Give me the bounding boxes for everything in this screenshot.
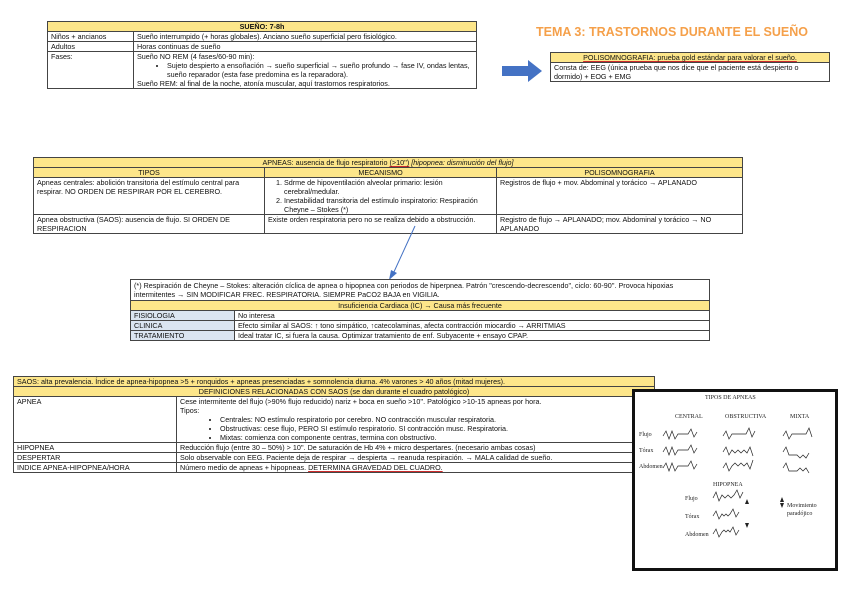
- saos-value-apnea: [177, 397, 655, 443]
- apnea-figure: [632, 389, 838, 571]
- saos-value-despertar: Solo observable con EEG. Paciente deja de respirar → despierta → reanuda respiración. → MALA calidad de sueño.: [177, 453, 655, 463]
- ic-value-fisiologia: No interesa: [235, 311, 710, 321]
- sueno-label-fases: Fases:: [48, 52, 134, 89]
- figure-row-torax: Tórax: [639, 448, 654, 454]
- apneas-header-text: APNEAS: ausencia de flujo respiratorio: [262, 158, 388, 167]
- saos-value-indice: [177, 463, 655, 473]
- col-mecanismo: MECANISMO: [265, 168, 497, 178]
- mecanismo-item-2: 2. Inestabilidad transitoria del estímulo inspiratorio: Respiración Cheyne – Stokes (*): [284, 196, 493, 214]
- sueno-table: [47, 21, 477, 89]
- apneas-header: [34, 158, 743, 168]
- poli-obstructiva: Registro de flujo → APLANADO; mov. Abdominal y torácico → NO APLANADO: [497, 215, 743, 234]
- polisomnografia-box: [550, 52, 830, 82]
- sueno-header: SUEÑO: 7-8h: [48, 22, 477, 32]
- col-polisomnografia: POLISOMNOGRAFIA: [497, 168, 743, 178]
- figure-legend: Movimiento paradójico: [787, 503, 817, 517]
- page-title: TEMA 3: TRASTORNOS DURANTE EL SUEÑO: [536, 25, 809, 39]
- tipo-central: Apneas centrales: abolición transitoria del estímulo central para respirar. NO ORDEN DE RESPIRAR POR EL CEREBRO.: [34, 178, 265, 215]
- figure-hip-flujo: Flujo: [685, 496, 698, 502]
- connector-arrow-icon: [385, 224, 425, 282]
- fases-rem: Sueño REM: al final de la noche, atonía muscular, aquí trastornos respiratorios.: [137, 79, 390, 88]
- ic-table: [130, 300, 710, 341]
- ic-label-tratamiento: TRATAMIENTO: [131, 331, 235, 341]
- saos-value-hipopnea: Reducción flujo (entre 30 – 50%) > 10''. De saturación de Hb 4% + micro despertares. (necesario ambas cosas): [177, 443, 655, 453]
- figure-title: TIPOS DE APNEAS: [705, 395, 756, 401]
- saos-label-despertar: DESPERTAR: [14, 453, 177, 463]
- figure-hip-abdomen: Abdomen: [685, 532, 709, 538]
- figure-col-obstructiva: OBSTRUCTIVA: [725, 414, 767, 420]
- ic-value-clinica: Efecto similar al SAOS: ↑ tono simpático, ↑catecolaminas, afecta contracción miocardio → ARRITMIAS: [235, 321, 710, 331]
- ic-value-tratamiento: Ideal tratar IC, si fuera la causa. Optimizar tratamiento de enf. Subyacente + ensayo CPAP.: [235, 331, 710, 341]
- indice-definition: Número medio de apneas + hipopneas.: [180, 463, 307, 472]
- ic-header: Insuficiencia Cardiaca (IC) → Causa más frecuente: [131, 301, 710, 311]
- apnea-waveforms: [635, 392, 835, 568]
- saos-label-indice: INDICE APNEA-HIPOPNEA/HORA: [14, 463, 177, 473]
- mecanismo-central: [265, 178, 497, 215]
- ic-label-clinica: CLINICA: [131, 321, 235, 331]
- figure-row-flujo: Flujo: [639, 432, 652, 438]
- apnea-tipo-obstructiva: • Obstructivas: cese flujo, PERO SI estímulo respiratorio. SI contracción musc. Respiratoria.: [220, 424, 651, 433]
- sueno-value-ninos: Sueño interrumpido (+ horas globales). Anciano sueño superficial pero fisiológico.: [134, 32, 477, 42]
- saos-label-hipopnea: HIPOPNEA: [14, 443, 177, 453]
- blue-arrow-icon: [502, 60, 544, 82]
- ic-label-fisiologia: FISIOLOGIA: [131, 311, 235, 321]
- saos-subheader: DEFINICIONES RELACIONADAS CON SAOS (se dan durante el cuadro patológico): [14, 387, 655, 397]
- saos-table: [13, 376, 655, 473]
- apneas-header-hipopnea: [hipopnea: disminución del flujo]: [411, 158, 514, 167]
- cheyne-box: [130, 279, 710, 341]
- saos-header: SAOS: alta prevalencia. Índice de apnea-hipopnea >5 + ronquidos + apneas presenciadas + somnolencia diurna. 4% varones > 40 años (mitad mujeres).: [14, 377, 655, 387]
- polisomnografia-header: POLISOMNOGRAFIA: prueba gold estándar para valorar el sueño.: [551, 53, 829, 63]
- apneas-header-duration: (>10''): [389, 158, 410, 167]
- figure-row-abdomen: Abdomen: [639, 464, 663, 470]
- tipo-obstructiva: Apnea obstructiva (SAOS): ausencia de flujo. SI ORDEN DE RESPIRACION: [34, 215, 265, 234]
- sueno-label-adultos: Adultos: [48, 42, 134, 52]
- figure-hipopnea-title: HIPOPNEA: [713, 482, 743, 488]
- figure-col-mixta: MIXTA: [790, 414, 810, 420]
- polisomnografia-body: Consta de: EEG (única prueba que nos dice que el paciente está despierto o dormido) + EOG + EMG: [554, 63, 799, 81]
- sueno-label-ninos: Niños + ancianos: [48, 32, 134, 42]
- sueno-value-fases: [134, 52, 477, 89]
- figure-hip-torax: Tórax: [685, 514, 700, 520]
- col-tipos: TIPOS: [34, 168, 265, 178]
- indice-gravedad: DETERMINA GRAVEDAD DEL CUADRO.: [308, 463, 443, 472]
- poli-central: Registros de flujo + mov. Abdominal y torácico → APLANADO: [497, 178, 743, 215]
- figure-col-central: CENTRAL: [675, 414, 703, 420]
- mecanismo-item-1: 1. Sdrme de hipoventilación alveolar primario: lesión cerebral/medular.: [284, 178, 493, 196]
- apneas-table: [33, 157, 743, 234]
- fases-bullet: • Sujeto despierto a ensoñación → sueño superficial → sueño profundo → fase IV, ondas lentas, sueño reparador (esta fase predomina es la reparadora).: [167, 61, 473, 79]
- apnea-tipo-mixta: • Mixtas: comienza con componente centras, termina con obstructivo.: [220, 433, 651, 442]
- cheyne-text: [130, 279, 710, 300]
- apnea-tipos: Tipos:: [180, 406, 200, 415]
- sueno-value-adultos: Horas continuas de sueño: [134, 42, 477, 52]
- apnea-definition: Cese intermitente del flujo (>90% flujo reducido) nariz + boca en sueño >10''. Patológico >10-15 apneas por hora.: [180, 397, 542, 406]
- mecanismo-obstructiva: Existe orden respiratoria pero no se realiza debido a obstrucción.: [265, 215, 497, 234]
- fases-intro: Sueño NO REM (4 fases/60-90 min):: [137, 52, 255, 61]
- cheyne-description: (*) Respiración de Cheyne – Stokes: alteración cíclica de apnea o hipopnea con periodos de hiperpnea. Patrón "crescendo-decrescendo", ciclo: 60-90''. Provoca hipoxias intermitentes → SIN MODIFICAR FREC. RESPIRATORIA. SIEMPRE PaCO2 BAJA en VIGILIA.: [134, 281, 674, 299]
- saos-label-apnea: APNEA: [14, 397, 177, 443]
- apnea-tipo-central: • Centrales: NO estímulo respiratorio por cerebro. NO contracción muscular respiratoria.: [220, 415, 651, 424]
